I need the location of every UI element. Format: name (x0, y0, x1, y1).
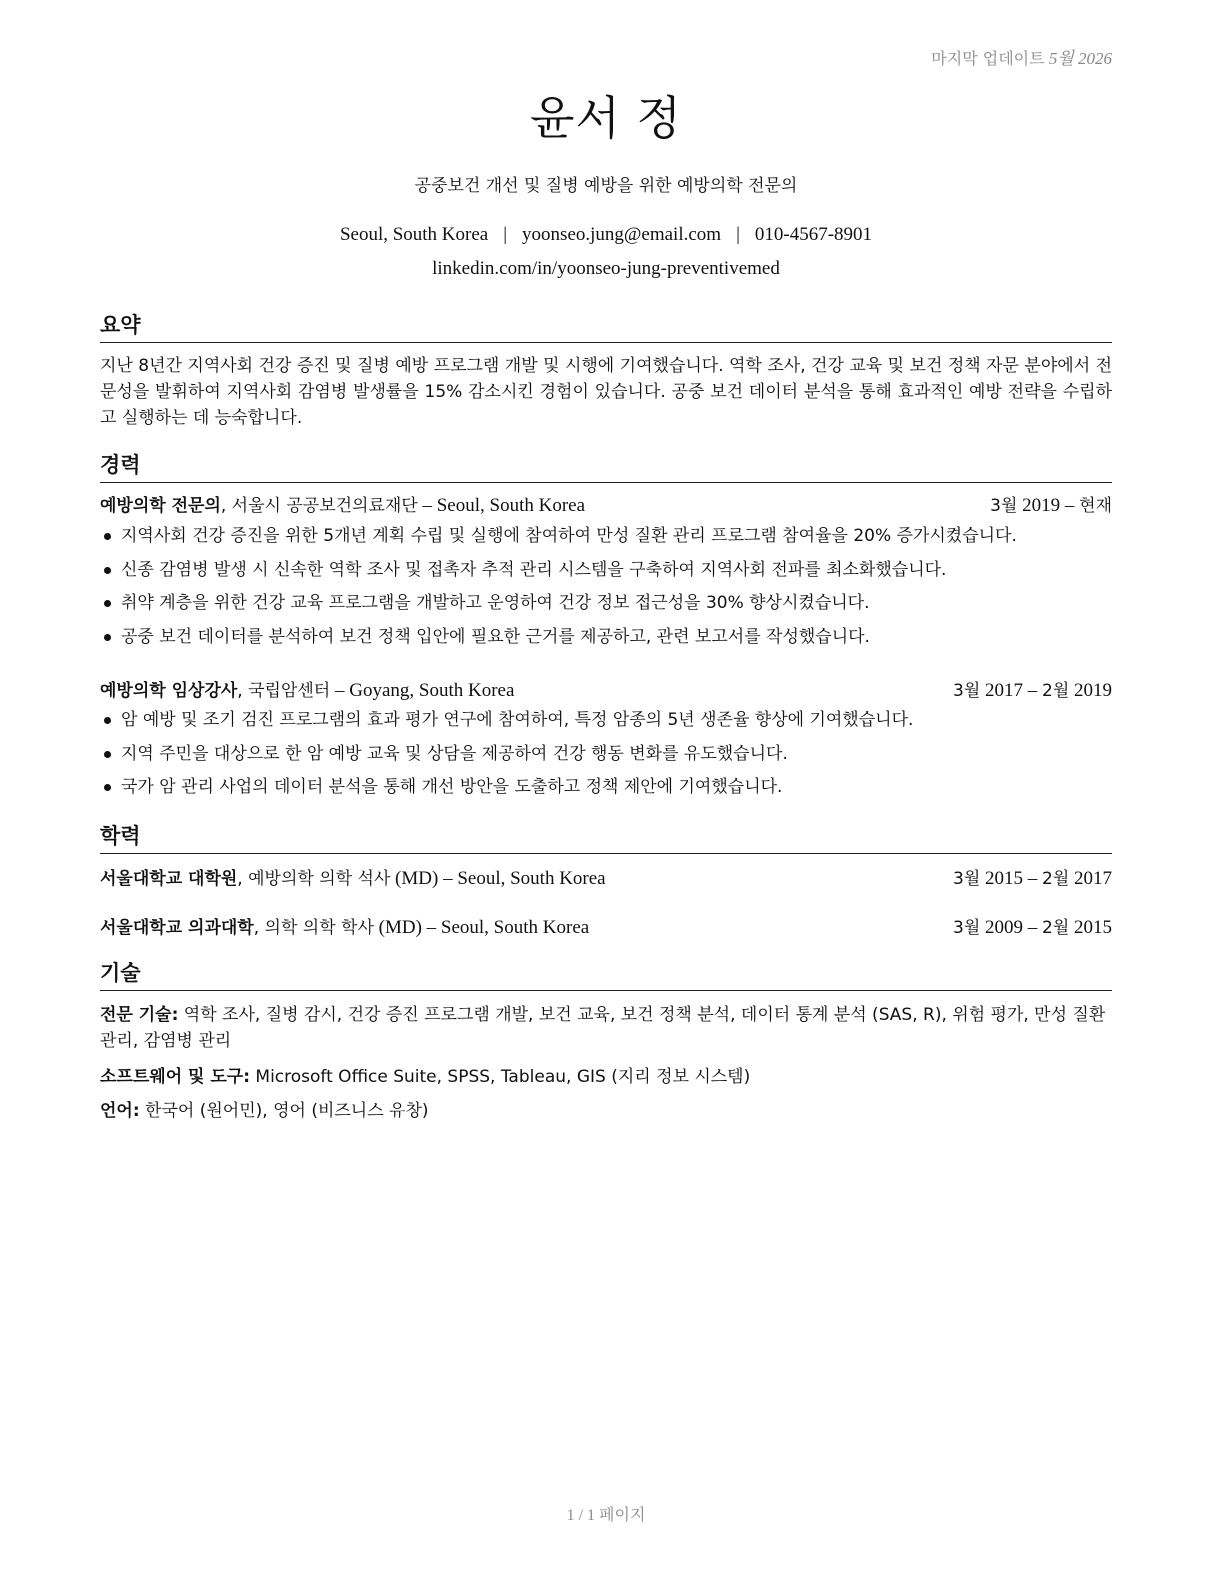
degree: , 예방의학 의학 석사 (237, 869, 391, 889)
degree-detail: (MD) – Seoul, South Korea (373, 917, 590, 938)
location: Seoul, South Korea (339, 224, 489, 245)
skill-line (100, 1098, 1112, 1124)
section-title-skills: 기술 (100, 957, 1112, 991)
skill-label: 언어: (100, 1101, 140, 1121)
job-header (100, 678, 1112, 704)
degree: , 의학 의학 학사 (253, 918, 374, 938)
list-item: 국가 암 관리 사업의 데이터 분석을 통해 개선 방안을 도출하고 정책 제안에 기여했습니다. (100, 774, 1112, 808)
job-header (100, 493, 1112, 519)
job-org: , 국립암센터 (237, 681, 331, 701)
education-item (100, 915, 1112, 941)
section-title-education: 학력 (100, 820, 1112, 854)
skill-value: Microsoft Office Suite, SPSS, Tableau, GIS (지리 정보 시스템) (250, 1067, 751, 1087)
skill-value: 역학 조사, 질병 감시, 건강 증진 프로그램 개발, 보건 교육, 보건 정책 분석, 데이터 통계 분석 (SAS, R), 위험 평가, 만성 질환 관리, 감염병 관리 (100, 1005, 1106, 1051)
last-updated-label: 마지막 업데이트 (931, 49, 1045, 68)
phone: 010-4567-8901 (754, 224, 873, 245)
education-dates: 3월 2009 – 2월 2015 (953, 917, 1112, 938)
last-updated-date: 5월 2026 (1048, 49, 1112, 68)
person-name: 윤서 정 (530, 91, 682, 145)
skill-label: 소프트웨어 및 도구: (100, 1067, 251, 1087)
job-location: – Seoul, South Korea (417, 495, 586, 516)
job-bullets (100, 523, 1112, 657)
list-item: 신종 감염병 발생 시 신속한 역학 조사 및 접촉자 추적 관리 시스템을 구축하여 지역사회 전파를 최소화했습니다. (100, 557, 1112, 591)
job-org: , 서울시 공공보건의료재단 (220, 496, 418, 516)
list-item: 지역사회 건강 증진을 위한 5개년 계획 수립 및 실행에 참여하여 만성 질환 관리 프로그램 참여율을 20% 증가시켰습니다. (100, 523, 1112, 557)
job-location: – Goyang, South Korea (330, 680, 515, 701)
email-link[interactable]: yoonseo.jung@email.com (522, 224, 722, 245)
page-label: 페이지 (599, 1505, 646, 1524)
separator: | (736, 224, 740, 245)
job-role: 예방의학 임상강사 (100, 681, 238, 701)
section-title-experience: 경력 (100, 449, 1112, 483)
education-dates: 3월 2015 – 2월 2017 (953, 868, 1112, 889)
job-bullets (100, 707, 1112, 808)
skill-label: 전문 기술: (100, 1005, 179, 1025)
section-title-summary: 요약 (100, 309, 1112, 343)
job-dates: 3월 2017 – 2월 2019 (953, 680, 1112, 701)
list-item: 취약 계층을 위한 건강 교육 프로그램을 개발하고 운영하여 건강 정보 접근성을 30% 향상시켰습니다. (100, 590, 1112, 624)
list-item: 암 예방 및 조기 검진 프로그램의 효과 평가 연구에 참여하여, 특정 암종의 5년 생존율 향상에 기여했습니다. (100, 707, 1112, 741)
list-item: 지역 주민을 대상으로 한 암 예방 교육 및 상담을 제공하여 건강 행동 변화를 유도했습니다. (100, 741, 1112, 775)
degree-detail: (MD) – Seoul, South Korea (390, 868, 606, 889)
job-dates: 3월 2019 – 현재 (990, 495, 1112, 516)
school-name: 서울대학교 의과대학 (100, 918, 254, 938)
education-item (100, 866, 1112, 892)
skill-value: 한국어 (원어민), 영어 (비즈니스 유창) (139, 1101, 429, 1121)
tagline: 공중보건 개선 및 질병 예방을 위한 예방의학 전문의 (414, 176, 798, 196)
school-name: 서울대학교 대학원 (100, 869, 238, 889)
list-item: 공중 보건 데이터를 분석하여 보건 정책 입안에 필요한 근거를 제공하고, 관련 보고서를 작성했습니다. (100, 624, 1112, 658)
last-updated (931, 44, 1112, 69)
page-number (100, 1502, 1112, 1525)
job-role: 예방의학 전문의 (100, 496, 221, 516)
separator: | (503, 224, 508, 245)
summary-text: 지난 8년간 지역사회 건강 증진 및 질병 예방 프로그램 개발 및 시행에 기여했습니다. 역학 조사, 건강 교육 및 보건 정책 자문 분야에서 전문성을 발휘하여 지역사회 감염병 발생률을 15% 감소시킨 경험이 있습니다. 공중 보건 데이터 분석을 통해 효과적인 예방 전략을 수립하고 실행하는 데 능숙합니다. (100, 356, 1112, 428)
skill-line (100, 1064, 1112, 1090)
contact-line (100, 224, 1112, 246)
linkedin-link[interactable]: linkedin.com/in/yoonseo-jung-preventivemed (432, 258, 780, 279)
skill-line (100, 1002, 1112, 1054)
resume-page (100, 0, 1112, 1584)
page-count: 1 / 1 (566, 1507, 596, 1524)
